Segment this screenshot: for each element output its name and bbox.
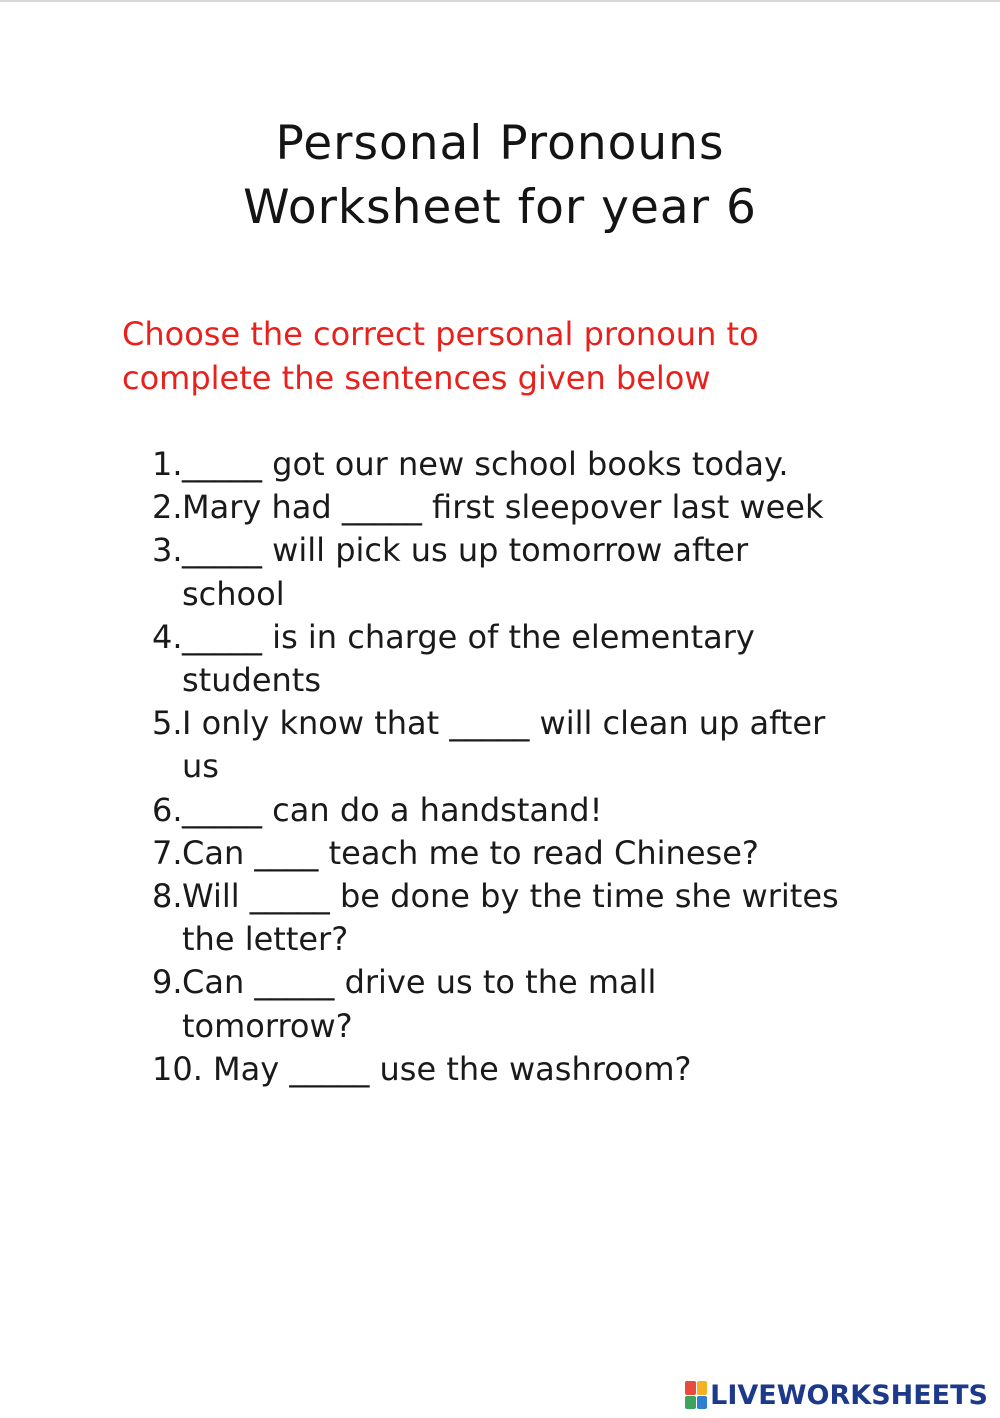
question-number: 2. [152,488,183,527]
question-text[interactable]: Mary had _____ first sleepover last week [182,488,824,527]
question-text[interactable]: I only know that _____ will clean up after [182,704,826,743]
question-item [0,702,902,788]
question-number: 3. [152,531,183,570]
question-text[interactable]: Can _____ drive us to the mall [182,963,657,1002]
question-text[interactable]: _____ will pick us up tomorrow after [182,531,749,570]
logo-square-yellow [697,1381,708,1395]
question-text[interactable]: _____ got our new school books today. [182,445,789,483]
question-text-continued: the letter? [182,920,349,959]
logo-square-red [685,1381,696,1395]
question-number: 8. [152,877,183,916]
question-item [0,1048,933,1091]
question-number: 5. [152,704,183,743]
question-item [0,961,902,1047]
liveworksheets-logo [685,1378,988,1412]
question-item [0,486,902,529]
logo-text: LIVEWORKSHEETS [710,1379,988,1411]
top-border [0,0,1000,2]
liveworksheets-logo-icon [685,1381,707,1409]
logo-square-blue [697,1396,708,1410]
question-item [0,529,902,615]
instruction-line-2: complete the sentences given below [122,359,711,397]
question-item [0,832,902,875]
title-line-1: Personal Pronouns [275,116,725,171]
question-item [0,616,902,702]
question-number: 1. [152,445,183,483]
question-text[interactable]: _____ can do a handstand! [182,790,603,829]
question-number: 4. [152,617,183,656]
instruction-text [122,312,882,400]
worksheet-title [0,112,1000,240]
question-number: 9. [152,963,183,1002]
question-list [0,443,1000,1091]
question-item [0,789,902,832]
question-text[interactable]: May _____ use the washroom? [213,1049,692,1088]
question-text[interactable]: Will _____ be done by the time she writes [182,877,839,916]
question-text-continued: us [182,747,219,786]
question-text[interactable]: Can ____ teach me to read Chinese? [182,833,759,872]
question-text-continued: students [182,661,321,700]
question-text-continued: school [182,574,285,613]
question-number: 10. [152,1049,203,1088]
question-number: 6. [152,790,183,829]
title-line-2: Worksheet for year 6 [243,180,757,235]
logo-square-green [685,1396,696,1410]
question-text[interactable]: _____ is in charge of the elementary [182,617,755,656]
question-item [0,875,902,961]
question-text-continued: tomorrow? [182,1006,353,1045]
instruction-line-1: Choose the correct personal pronoun to [122,315,759,353]
question-item [0,443,902,486]
question-number: 7. [152,833,183,872]
